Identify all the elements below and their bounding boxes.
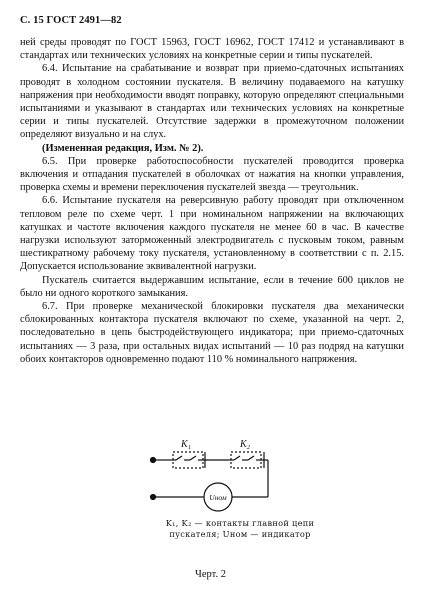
figure-caption (130, 518, 350, 540)
amendment-note: (Измененная редакция, Изм. № 2). (42, 142, 204, 154)
caption-line-2: пускателя; Uном — индикатор (169, 529, 311, 539)
label-indicator: Uном (209, 493, 227, 502)
page-header: С. 15 ГОСТ 2491—82 (20, 15, 122, 26)
caption-line-1: K₁, K₂ — контакты главной цепи (165, 518, 315, 528)
paragraph-6-4: 6.4. Испытание на срабатывание и возврат при приемо-сдаточных испытаниях проводят в холодном состоянии пускателя. В величину подаваемого на катушку напряжения при необходимости вводят поправку, которую определяют специальными испытаниями и указывают в стандартах или технических условиях на конкретные серии и типы пускателей. Отсутствие задержки в промежуточном положении определяют визуально и на слух. (20, 63, 404, 141)
contact-k2 (228, 452, 264, 468)
label-k1: K₁ (181, 439, 192, 450)
terminal-top (151, 458, 156, 463)
paragraph-6-6: 6.6. Испытание пускателя на реверсивную работу проводят при отключенном тепловом реле по схеме черт. 1 при номинальном напряжении на включающих катушках и частоте включения каждого пускателя не менее 60 в час. В качестве нагрузки используют заторможенный электродвигатель с пусковым током, равным шестикратному рабочему току пускателя, установленному в соответствии с п. 2.15. Допускается использование эквивалентной нагрузки. (20, 195, 404, 273)
contact-k1 (170, 452, 205, 468)
paragraph-6-7: 6.7. При проверке механической блокировки пускателя два механически сблокированных контактора пускателя включают по схеме, указанной на черт. 2, последовательно в цепь быстродействующего индикатора; при приемо-сдаточных испытаниях — 3 раза, при остальных видах испытаний — 10 раз подряд на катушки обоих контакторов одновременно подают 110 % номинального напряжения. (20, 301, 404, 365)
label-k2: K₂ (240, 439, 251, 450)
terminal-bottom (151, 495, 156, 500)
figure-title: Черт. 2 (195, 569, 226, 580)
paragraph-6-5: 6.5. При проверке работоспособности пускателей проводится проверка включения и отпадания пускателей в оболочках от нажатия на кнопки управления, проверка схемы и времени переключения пускателей звезда — треугольник. (20, 155, 404, 194)
paragraph-continuation: ней среды проводят по ГОСТ 15963, ГОСТ 16962, ГОСТ 17412 и устанавливают в стандартах или технических условиях на конкретные серии и типы пускателей. (20, 37, 404, 62)
paragraph-test-criterion: Пускатель считается выдержавшим испытание, если в течение 600 циклов не было ни одного короткого замыкания. (20, 274, 404, 299)
